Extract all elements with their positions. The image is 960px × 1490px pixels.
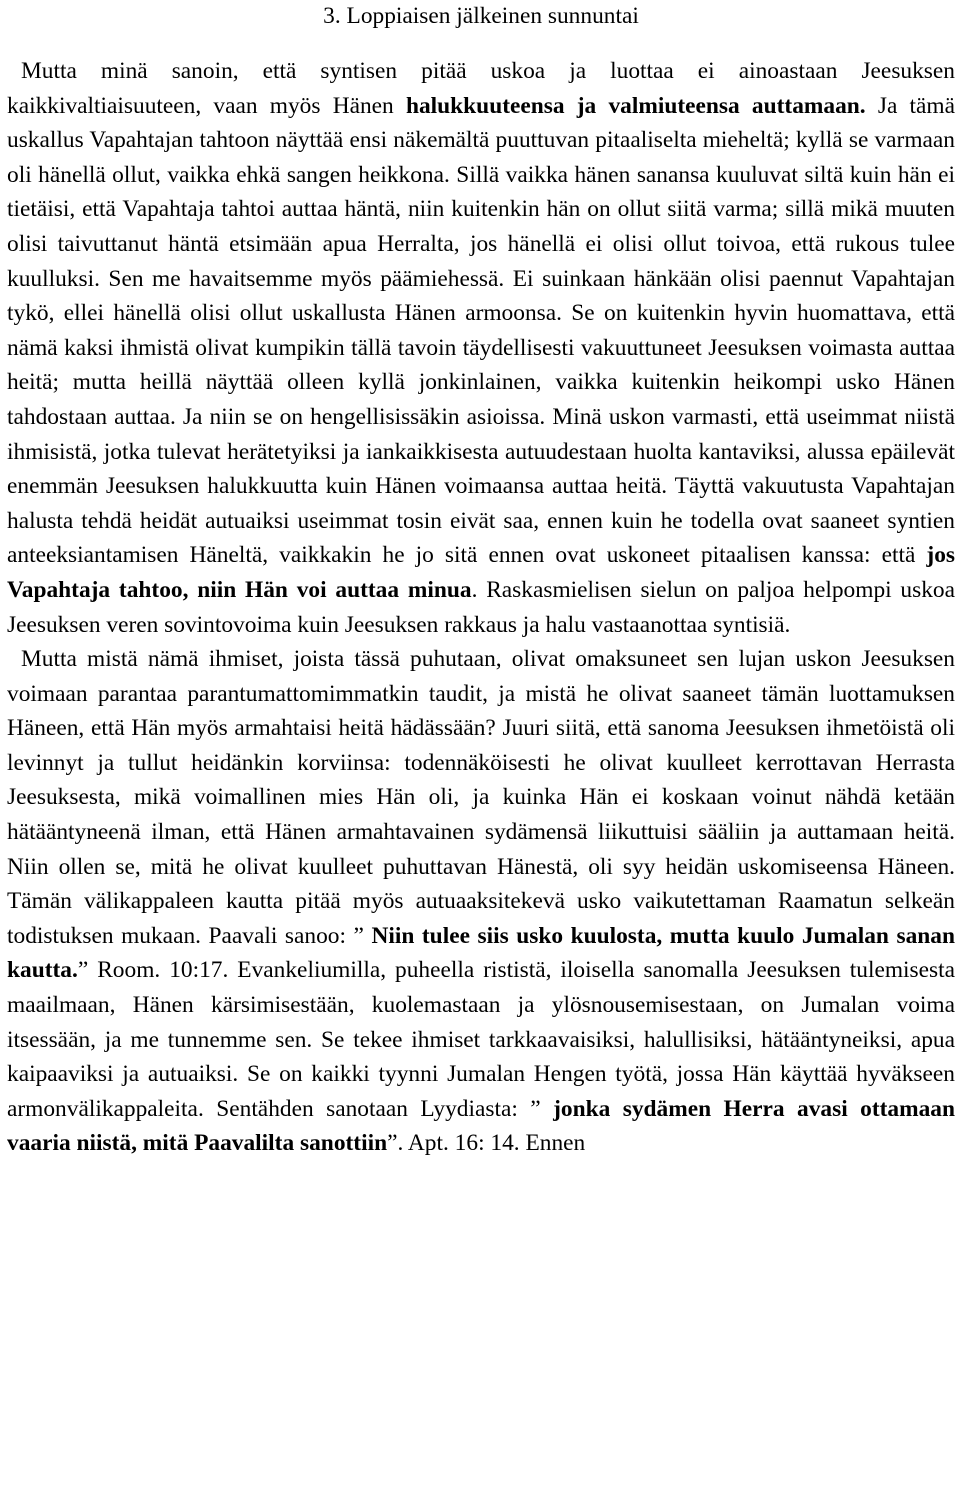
title-spacer bbox=[7, 34, 955, 54]
document-page bbox=[7, 0, 955, 1161]
paragraph-1-text-b: Ja tämä uskallus Vapahtajan tahtoon näyttää ensi näkemältä puuttuvan pitaaliselta mieheltä; kyllä se varmaan oli hänellä ollut, vaikka ehkä sangen heikkona. Sillä vaikka hänen sanansa kuuluvat siltä kuin hän ei tietäisi, että Vapahtaja tahtoi auttaa häntä, niin kuitenkin hän on ollut siitä varma; sillä mikä muuten olisi taivuttanut häntä etsimään apua Herralta, jos hänellä ei olisi ollut toivoa, että rukous tulee kuulluksi. Sen me havaitsemme myös päämiehessä. Ei suinkaan hänkään olisi paennut Vapahtajan tykö, ellei hänellä olisi ollut uskallusta Hänen armoonsa. Se on kuitenkin hyvin huomattava, että nämä kaksi ihmistä olivat kumpikin tällä tavoin täydellisesti vakuuttuneet Jeesuksen voimasta auttaa heitä; mutta heillä näyttää olleen kyllä jonkinlainen, vaikka kuitenkin heikompi usko Hänen tahdostaan auttaa. Ja niin se on hengellisissäkin asioissa. Minä uskon varmasti, että useimmat niistä ihmisistä, jotka tulevat herätetyiksi ja iankaikkisesta autuudestaan huolta kantaviksi, alussa epäilevät enemmän Jeesuksen halukkuutta kuin Hänen voimaansa auttaa heitä. Täyttä vakuutusta Vapahtajan halusta tehdä heidät autuaiksi useimmat tosin eivät saa, ennen kuin he todella ovat saaneet syntien anteeksiantamisen Häneltä, vaikkakin he jo sitä ennen ovat uskoneet pitaalisen kanssa: että bbox=[7, 92, 956, 569]
paragraph-2-bold-b: jonka sydämen Herra avasi ottamaan vaaria niistä, mitä Paavalilta sanottiin bbox=[7, 1095, 956, 1157]
paragraph-1 bbox=[7, 54, 955, 642]
paragraph-2-text-b: ” Room. 10:17. Evankeliumilla, puheella rististä, iloisella sanomalla Jeesuksen tulemisesta maailmaan, Hänen kärsimisestään, kuolemastaan ja ylösnousemisestaan, on Jumalan voima itsessään, ja me tunnemme sen. Se tekee ihmiset tarkkaavaisiksi, halullisiksi, hätääntyneiksi, apua kaipaaviksi ja autuaiksi. Se on kaikki tyynni Jumalan Hengen työtä, jossa Hän käyttää hyväkseen armonvälikappaleita. Sentähden sanotaan Lyydiasta: ” bbox=[7, 957, 955, 1122]
paragraph-2-text-a: Mutta mistä nämä ihmiset, joista tässä puhutaan, olivat omaksuneet sen lujan uskon Jeesuksen voimaan parantaa parantumattomimmatkin taudit, ja mistä he olivat saaneet tämän luottamuksen Häneen, että Hän myös armahtaisi heitä hädässään? Juuri siitä, että sanoma Jeesuksen ihmetöistä oli levinnyt ja tullut heidänkin korviinsa: todennäköisesti he olivat kuulleet kerrottavan Herrasta Jeesuksesta, mikä voimallinen mies Hän oli, ja kuinka Hän ei koskaan voinut nähdä ketään hätääntyneenä ilman, että Hänen armahtavainen sydämensä liikuttuisi sääliin ja auttamaan heitä. Niin ollen se, mitä he olivat kuulleet puhuttavan Hänestä, oli syy heidän uskomiseensa Häneen. Tämän välikappaleen kautta pitää myös autuaaksitekevä usko vaikutettaman Raamatun selkeän todistuksen mukaan. Paavali sanoo: ” bbox=[7, 646, 955, 949]
paragraph-1-text-a: Mutta minä sanoin, että syntisen pitää uskoa ja luottaa ei ainoastaan Jeesuksen kaikkivaltiaisuuteen, vaan myös Hänen bbox=[7, 58, 955, 119]
paragraph-1-bold-b: jos Vapahtaja tahtoo, niin Hän voi auttaa minua bbox=[7, 542, 955, 603]
paragraph-2-text-c: ”. Apt. 16: 14. Ennen bbox=[387, 1130, 586, 1157]
paragraph-2 bbox=[7, 642, 955, 1161]
paragraph-1-text-c: . Raskasmielisen sielun on paljoa helpompi uskoa Jeesuksen veren sovintovoima kuin Jeesuksen rakkaus ja halu vastaanottaa syntisiä. bbox=[7, 576, 956, 638]
paragraph-2-bold-a: Niin tulee siis usko kuulosta, mutta kuulo Jumalan sanan kautta. bbox=[7, 922, 955, 984]
paragraph-1-bold-a: halukkuuteensa ja valmiuteensa auttamaan. bbox=[405, 92, 866, 119]
page-title: 3. Loppiaisen jälkeinen sunnuntai bbox=[323, 3, 639, 29]
